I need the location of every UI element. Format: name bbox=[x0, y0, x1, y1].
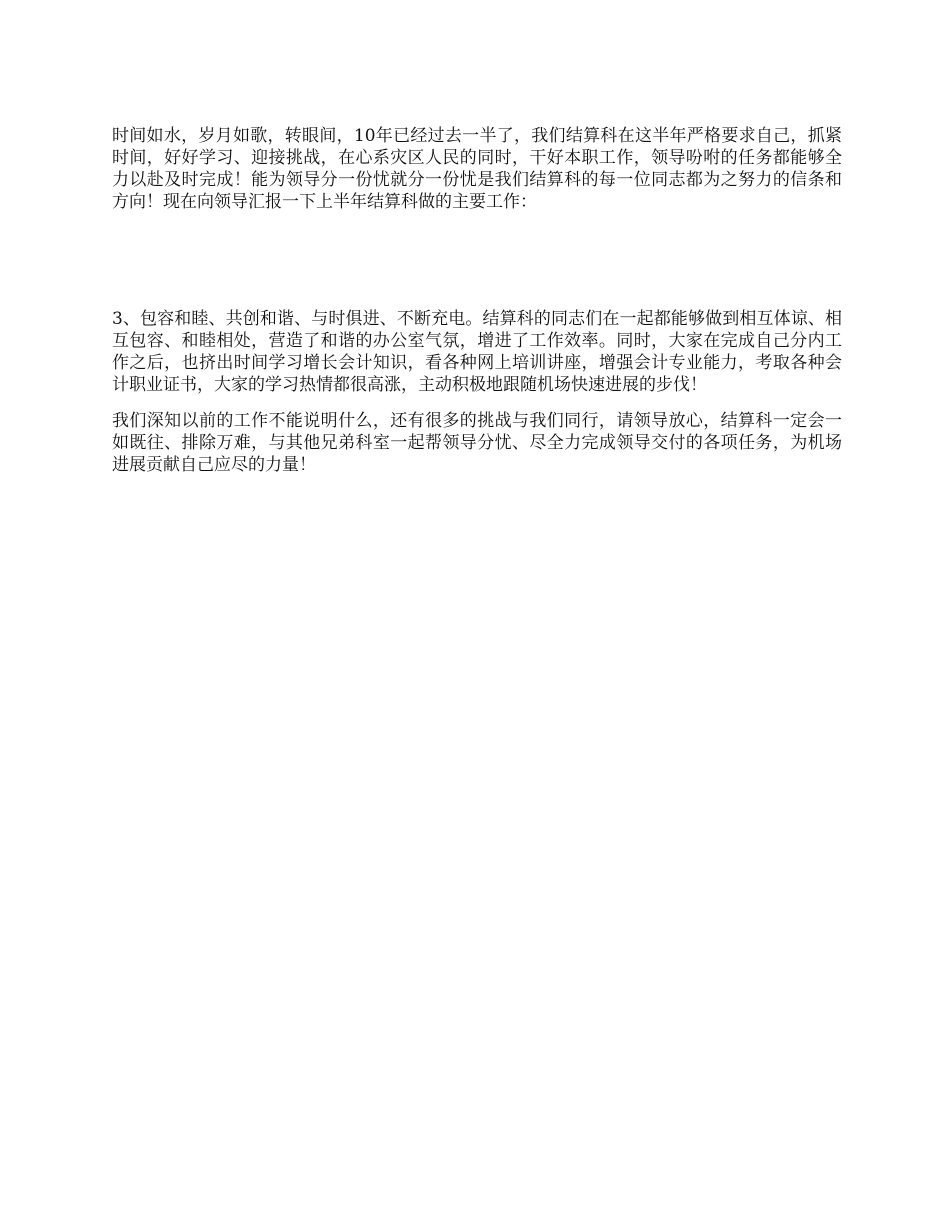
paragraph-intro: 时间如水，岁月如歌，转眼间，10年已经过去一半了，我们结算科在这半年严格要求自己，抓紧时间，好好学习、迎接挑战，在心系灾区人民的同时，干好本职工作，领导吩咐的任务都能够全力以赴及时完成！能为领导分一份忧就分一份忧是我们结算科的每一位同志都为之努力的信条和方向！现在向领导汇报一下上半年结算科做的主要工作： bbox=[112, 126, 842, 212]
paragraph-conclusion: 我们深知以前的工作不能说明什么，还有很多的挑战与我们同行，请领导放心，结算科一定会一如既往、排除万难，与其他兄弟科室一起帮领导分忧、尽全力完成领导交付的各项任务，为机场进展贡献自己应尽的力量！ bbox=[112, 411, 842, 475]
document-body bbox=[112, 125, 842, 476]
paragraph-item-3: 3、包容和睦、共创和谐、与时俱进、不断充电。结算科的同志们在一起都能够做到相互体谅、相互包容、和睦相处，营造了和谐的办公室气氛，增进了工作效率。同时，大家在完成自己分内工作之后，也挤出时间学习增长会计知识，看各种网上培训讲座，增强会计专业能力，考取各种会计职业证书，大家的学习热情都很高涨，主动积极地跟随机场快速进展的步伐！ bbox=[112, 309, 842, 395]
blank-space bbox=[112, 213, 842, 308]
